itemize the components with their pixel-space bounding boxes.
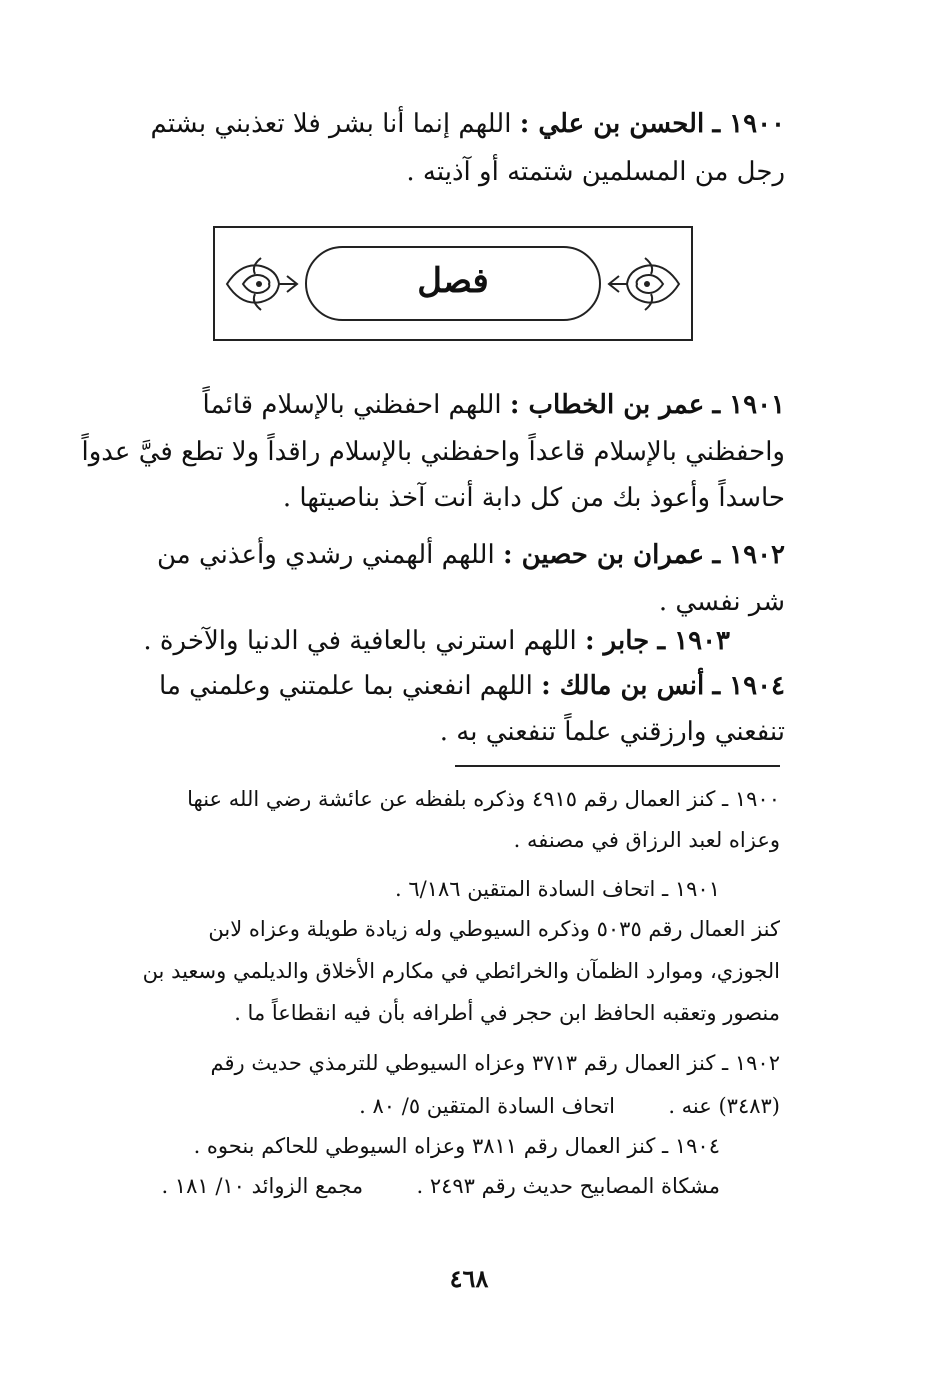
hadith-1901-line-3: حاسداً وأعوذ بك من كل دابة أنت آخذ بناصيتها . (282, 483, 785, 513)
narrator-name: أنس بن مالك : (541, 671, 705, 701)
footnote-ref: مجمع الزوائد ١٠/ ١٨١ . (161, 1174, 364, 1198)
hadith-1904-line-1 (105, 666, 785, 706)
narrator-name: جابر : (584, 626, 650, 656)
hadith-number: ١٩٠٢ ـ (712, 540, 785, 570)
hadith-1900-line-2: رجل من المسلمين شتمته أو آذيته . (406, 157, 785, 187)
narrator-name: عمر بن الخطاب : (509, 390, 705, 420)
hadith-1904-line-2: تنفعني وارزقني علماً تنفعني به . (439, 717, 785, 747)
footnote-ref: (٣٤٨٣) عنه . (668, 1094, 780, 1118)
hadith-text: اللهم ألهمني رشدي وأعذني من (157, 540, 495, 570)
narrator-name: الحسن بن علي : (519, 109, 705, 139)
footnote-1902-line-2 (100, 1090, 780, 1122)
footnote-1904-line-1: ١٩٠٤ ـ كنز العمال رقم ٣٨١١ وعزاه السيوطي للحاكم بنحوه . (193, 1134, 720, 1158)
hadith-1901-line-2: واحفظني بالإسلام قاعداً واحفظني بالإسلام راقداً ولا تطع فيَّ عدواً (81, 437, 785, 467)
narrator-name: عمران بن حصين : (502, 540, 705, 570)
footnote-1901-line-3: الجوزي، وموارد الظمآن والخرائطي في مكارم الأخلاق والديلمي وسعيد بن (142, 959, 780, 983)
footnote-1900-line-1: ١٩٠٠ ـ كنز العمال رقم ٤٩١٥ وذكره بلفظه عن عائشة رضي الله عنها (187, 787, 780, 811)
hadith-1902-line-2: شر نفسي . (658, 587, 785, 617)
footnote-separator (455, 765, 780, 767)
footnote-1901-line-4: منصور وتعقبه الحافظ ابن حجر في أطرافه بأن فيه انقطاعاً ما . (234, 1001, 780, 1025)
hadith-number: ١٩٠١ ـ (712, 390, 785, 420)
footnote-ref: مشكاة المصابيح حديث رقم ٢٤٩٣ . (416, 1174, 720, 1198)
hadith-1901-line-1 (105, 385, 785, 425)
hadith-1903-line-1 (143, 621, 730, 661)
footnote-1901-line-2: كنز العمال رقم ٥٠٣٥ وذكره السيوطي وله زيادة طويلة وعزاه لابن (208, 917, 780, 941)
hadith-number: ١٩٠٤ ـ (712, 671, 785, 701)
page-number: ٤٦٨ (449, 1264, 489, 1293)
hadith-text: اللهم انفعني بما علمتني وعلمني ما (159, 671, 533, 701)
footnote-ref: اتحاف السادة المتقين ٥/ ٨٠ . (359, 1094, 615, 1118)
hadith-text: اللهم إنما أنا بشر فلا تعذبني بشتم (150, 109, 512, 139)
section-banner (213, 226, 693, 341)
hadith-number: ١٩٠٣ ـ (657, 626, 730, 656)
hadith-text: اللهم احفظني بالإسلام قائماً (202, 390, 502, 420)
hadith-number: ١٩٠٠ ـ (712, 109, 785, 139)
footnote-1901-line-1: ١٩٠١ ـ اتحاف السادة المتقين ٦/١٨٦ . (395, 877, 720, 901)
hadith-text: اللهم استرني بالعافية في الدنيا والآخرة . (143, 626, 577, 656)
section-title: فصل (417, 261, 489, 301)
footnote-1902-line-1: ١٩٠٢ ـ كنز العمال رقم ٣٧١٣ وعزاه السيوطي للترمذي حديث رقم (210, 1051, 780, 1075)
hadith-1900-line-1 (105, 104, 785, 144)
footnote-1904-line-2 (100, 1170, 720, 1202)
footnote-1900-line-2: وعزاه لعبد الرزاق في مصنفه . (513, 828, 780, 852)
hadith-1902-line-1 (105, 535, 785, 575)
